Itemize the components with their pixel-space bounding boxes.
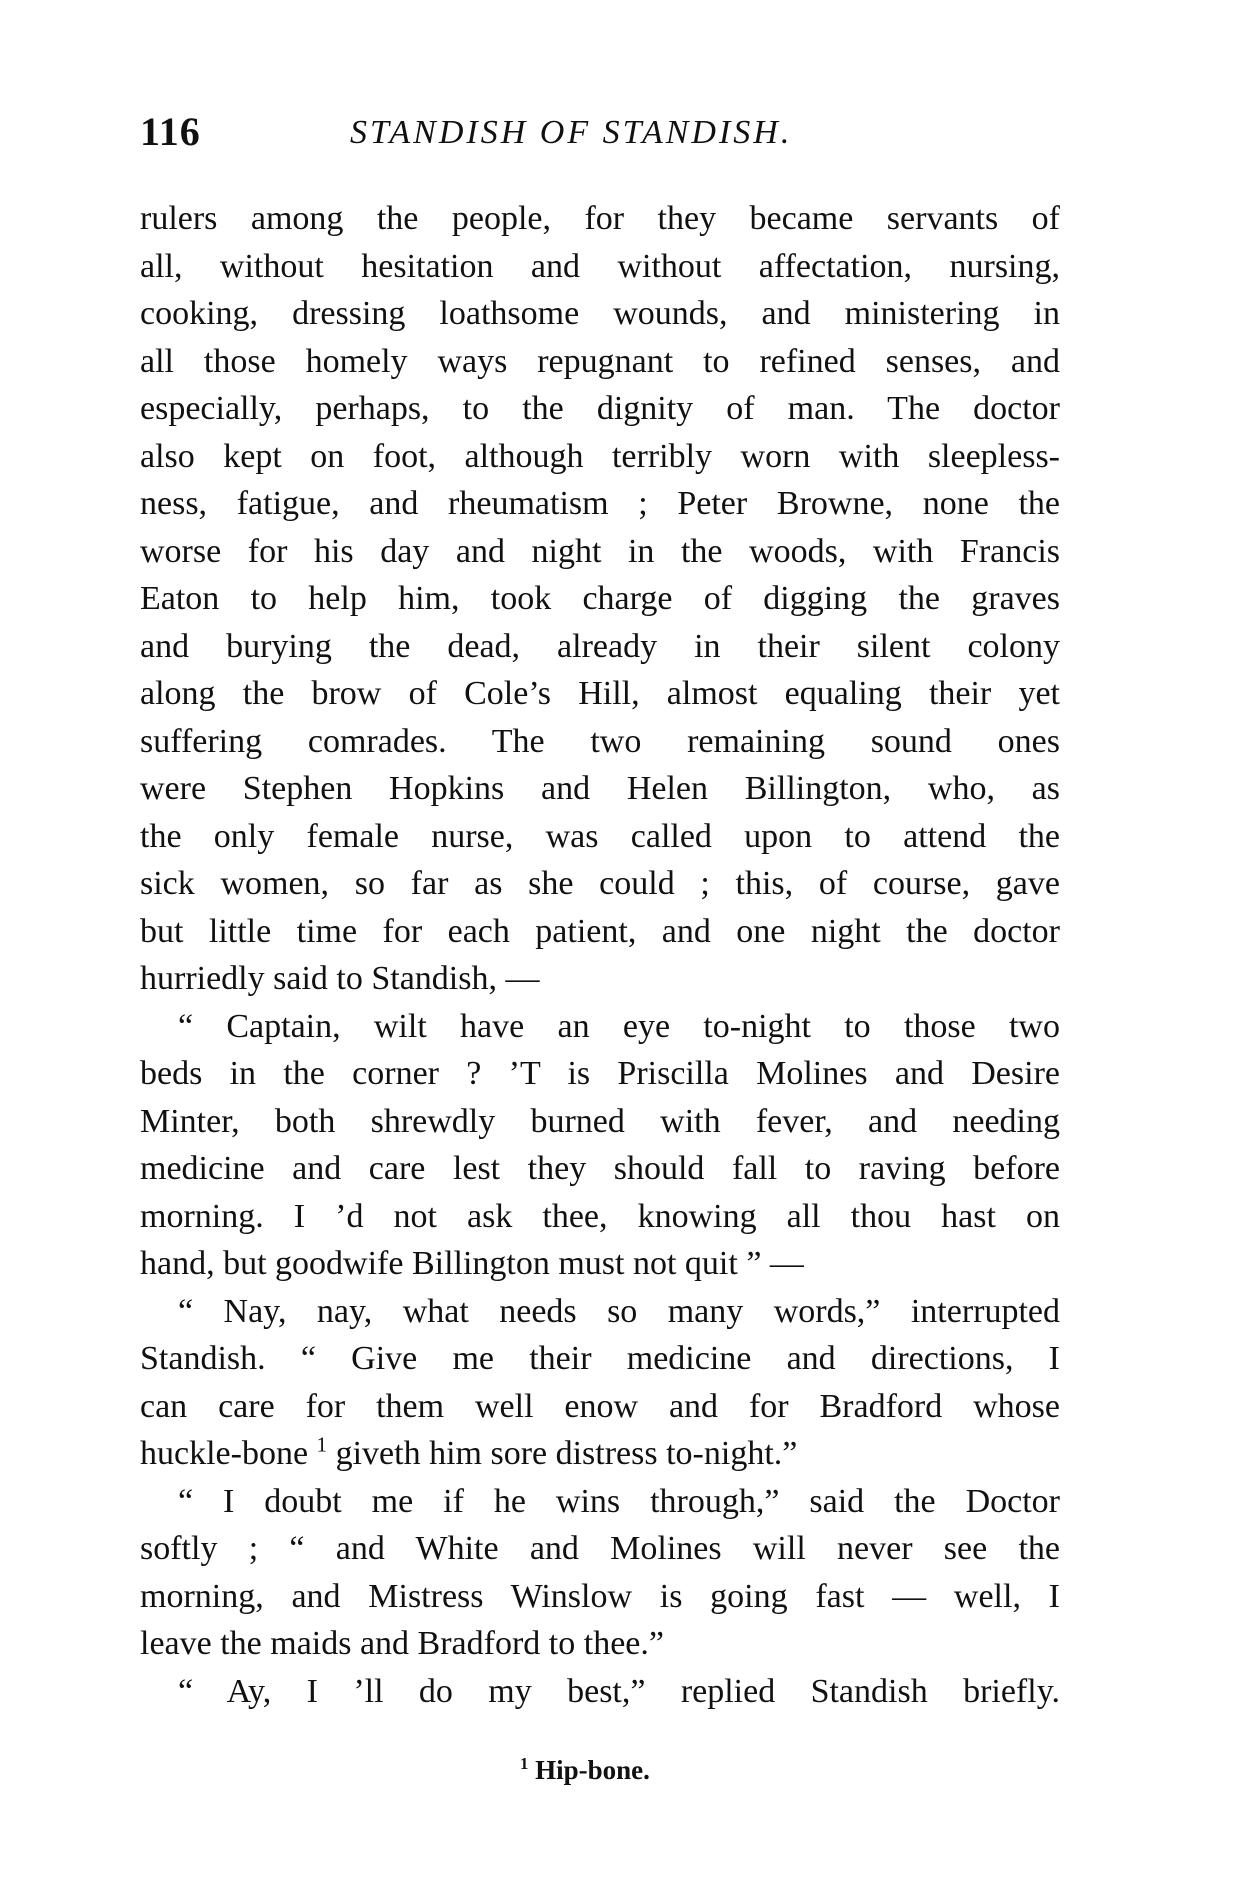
- text-line: “ I doubt me if he wins through,” said the Doctor: [178, 1482, 1060, 1520]
- page-header: [140, 108, 1060, 158]
- footnote-reference: 1: [316, 1432, 328, 1457]
- text-fragment: huckle-bone: [140, 1435, 309, 1472]
- text-line: especially, perhaps, to the dignity of man. The doctor: [140, 390, 1060, 427]
- text-fragment: giveth him sore distress to-night.”: [335, 1435, 798, 1472]
- text-line: Eaton to help him, took charge of digging the graves: [140, 580, 1060, 617]
- text-line: worse for his day and night in the woods, with Francis: [140, 532, 1060, 570]
- text-line: ness, fatigue, and rheumatism ; Peter Browne, none the: [140, 485, 1060, 522]
- text-line: “ Nay, nay, what needs so many words,” interrupted: [178, 1292, 1060, 1330]
- text-line: “ Captain, wilt have an eye to-night to those two: [178, 1007, 1060, 1045]
- text-line-with-footnote-ref: [140, 1430, 1060, 1478]
- footnote-text: Hip-bone.: [535, 1755, 650, 1785]
- text-line: rulers among the people, for they became servants of: [140, 200, 1060, 237]
- text-line: medicine and care lest they should fall to raving before: [140, 1150, 1060, 1187]
- text-line: beds in the corner ? ’T is Priscilla Molines and Desire: [140, 1055, 1060, 1092]
- text-line: hurriedly said to Standish, —: [140, 960, 540, 997]
- text-line: leave the maids and Bradford to thee.”: [140, 1625, 664, 1662]
- page-number: 116: [140, 109, 201, 154]
- body-text: [140, 195, 1060, 1715]
- text-line: “ Ay, I ’ll do my best,” replied Standish briefly.: [178, 1672, 1060, 1710]
- text-line: morning, and Mistress Winslow is going fast — well, I: [140, 1577, 1060, 1615]
- text-line: Minter, both shrewdly burned with fever, and needing: [140, 1102, 1060, 1140]
- text-line: hand, but goodwife Billington must not quit ” —: [140, 1245, 804, 1282]
- text-line: sick women, so far as she could ; this, of course, gave: [140, 865, 1060, 902]
- text-line: also kept on foot, although terribly worn with sleepless-: [140, 437, 1060, 475]
- text-line: all, without hesitation and without affectation, nursing,: [140, 247, 1060, 285]
- footnote: [520, 1755, 650, 1786]
- text-line: but little time for each patient, and one night the doctor: [140, 912, 1060, 950]
- text-line: morning. I ’d not ask thee, knowing all thou hast on: [140, 1197, 1060, 1235]
- footnote-marker: 1: [520, 1753, 529, 1773]
- text-line: along the brow of Cole’s Hill, almost equaling their yet: [140, 675, 1060, 712]
- text-line: and burying the dead, already in their silent colony: [140, 627, 1060, 665]
- text-line: Standish. “ Give me their medicine and directions, I: [140, 1340, 1060, 1377]
- text-line: softly ; “ and White and Molines will never see the: [140, 1530, 1060, 1567]
- text-line: suffering comrades. The two remaining sound ones: [140, 722, 1060, 760]
- running-title: STANDISH OF STANDISH.: [350, 114, 793, 151]
- text-line: cooking, dressing loathsome wounds, and ministering in: [140, 295, 1060, 332]
- text-line: can care for them well enow and for Bradford whose: [140, 1387, 1060, 1425]
- text-line: the only female nurse, was called upon to attend the: [140, 817, 1060, 855]
- text-line: all those homely ways repugnant to refined senses, and: [140, 342, 1060, 380]
- text-line: were Stephen Hopkins and Helen Billington, who, as: [140, 770, 1060, 807]
